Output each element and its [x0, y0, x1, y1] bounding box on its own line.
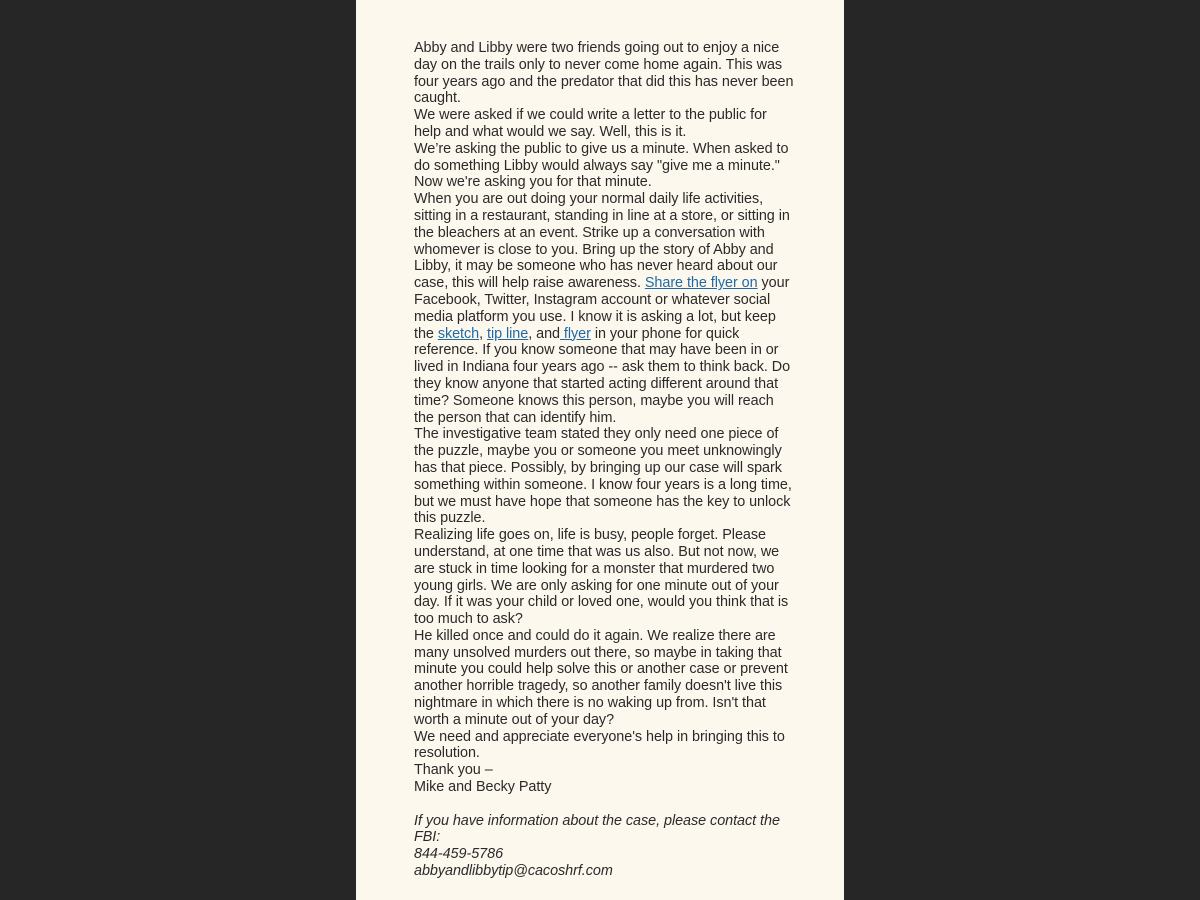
flyer-link[interactable]: flyer [559, 325, 591, 342]
contact-block [414, 813, 794, 880]
spacer [414, 796, 794, 813]
contact-email: abbyandlibbytip@cacoshrf.com [414, 863, 613, 880]
awareness-text-end: in your phone for quick reference. If you know someone that may have been in or lived in Indiana four years ago -- ask them to think back. Do they know anyone that started acting different around that time? Someone knows this person, maybe you will reach the person that can identify him. [414, 325, 791, 426]
letter-page [356, 0, 844, 900]
paragraph-killed-once: He killed once and could do it again. We realize there are many unsolved murders out there, so maybe in taking that minute you could help solve this or another case or prevent another horrible tragedy, so another family doesn't live this nightmare in which there is no waking up from. Isn't that worth a minute out of your day? [414, 627, 788, 728]
awareness-text: When you are out doing your normal daily life activities, sitting in a restaurant, standing in line at a store, or sitting in the bleachers at an event. Strike up a conversation with whomever is close to you. Bring up the story of Abby and Libby, it may be someone who has never heard about our case, this will help raise awareness. [414, 191, 790, 292]
paragraph-appreciate: We need and appreciate everyone's help in bringing this to resolution. [414, 728, 785, 762]
tip-line-link[interactable]: tip line [487, 325, 529, 342]
paragraph-life-goes-on: Realizing life goes on, life is busy, people forget. Please understand, at one time that was us also. But not now, we are stuck in time looking for a monster that murdered two young girls. We are only asking for one minute out of your day. If it was your child or loved one, would you think that is too much to ask? [414, 527, 789, 628]
signature: Mike and Becky Patty [414, 779, 552, 796]
awareness-text-mid: your Facebook, Twitter, Instagram account or whatever social media platform you use. I know it is asking a lot, but keep the [414, 275, 790, 342]
closing-text: Thank you – [414, 762, 493, 779]
contact-instructions: If you have information about the case, please contact the FBI: [414, 812, 780, 846]
paragraph-awareness [414, 191, 794, 426]
contact-phone: 844-459-5786 [414, 846, 504, 863]
share-flyer-link[interactable]: Share the flyer on [644, 275, 758, 292]
letter-body [414, 40, 794, 880]
paragraph-give-a-minute: We’re asking the public to give us a minute. When asked to do something Libby would always say "give me a minute." Now we're asking you for that minute. [414, 140, 789, 191]
paragraph-intro: Abby and Libby were two friends going out to enjoy a nice day on the trails only to never come home again. This was four years ago and the predator that did this has never been caught. [414, 40, 794, 107]
separator: , [479, 325, 488, 342]
sketch-link[interactable]: sketch [437, 325, 480, 342]
paragraph-request: We were asked if we could write a letter to the public for help and what would we say. Well, this is it. [414, 107, 767, 140]
paragraph-puzzle: The investigative team stated they only need one piece of the puzzle, maybe you or someone you meet unknowingly has that piece. Possibly, by bringing up our case will spark something within someone. I know four years is a long time, but we must have hope that someone has the key to unlock this puzzle. [414, 426, 792, 527]
separator: , and [528, 325, 560, 342]
